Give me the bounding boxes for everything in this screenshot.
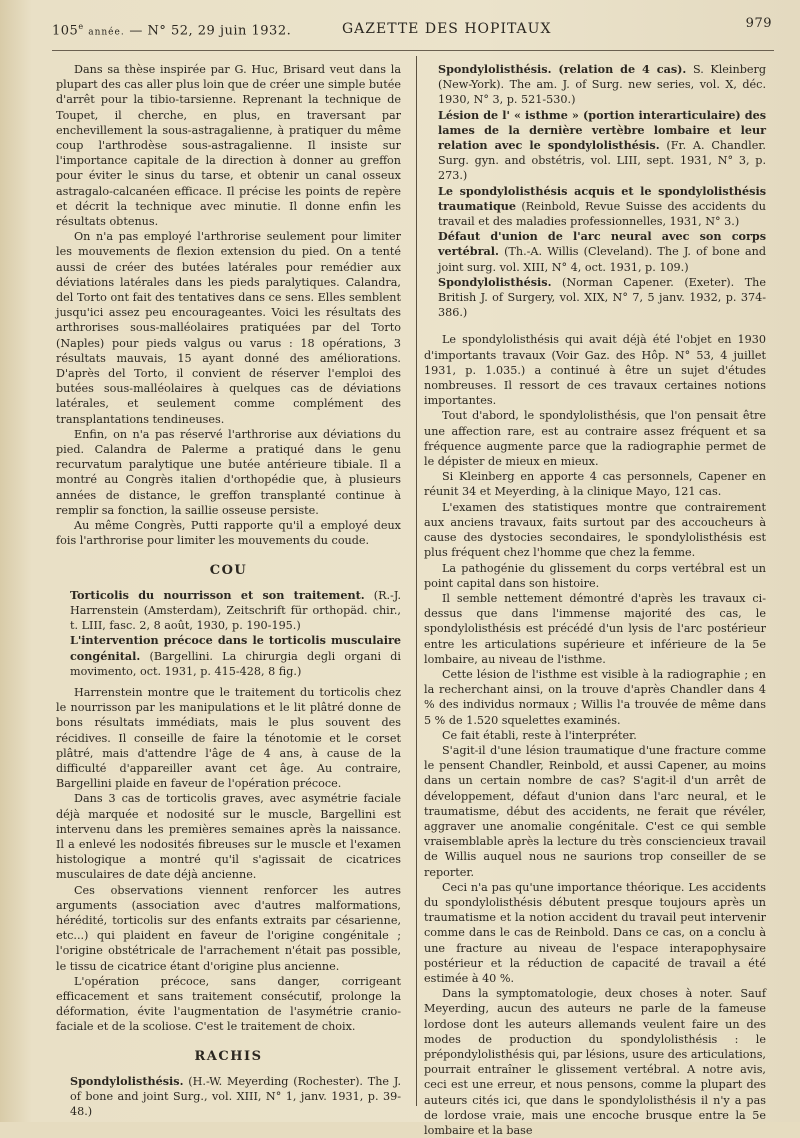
paragraph: Harrenstein montre que le traitement du torticolis chez le nourrisson par les manipulations et le lit plâtré donne de bons résultats immédiats, mais le plus souvent des récidives. Il conseille de faire la ténotomie et le corset plâtré, mais d'attendre l'âge de 4 ans, à cause de la difficulté d'appareiller avant cet âge. Au contraire, Bargellini plaide en faveur de l'opération précoce. [56, 685, 401, 791]
right-column [424, 62, 766, 1138]
reference [56, 633, 401, 679]
paragraph: Ceci n'a pas qu'une importance théorique. Les accidents du spondylolisthésis débutent presque toujours après un traumatisme et la notion accident du travail peut intervenir comme dans le cas de Reinbold. Dans ce cas, on a conclu à une fracture au niveau de l'espace interapophysaire postérieur et la réduction de capacité de travail a été estimée à 40 %. [424, 880, 766, 985]
reference-title: Le spondylolisthésis acquis et le spondylolisthésis traumatique [438, 183, 766, 213]
reference-source: (Fr. A. Chandler. Surg. gyn. and obstétris, vol. LIII, sept. 1931, N° 3, p. 273.) [438, 139, 766, 183]
reference-source: (H.-W. Meyerding (Rochester). The J. of bone and joint Surg., vol. XIII, N° 1, janv. 1931, p. 39-48.) [70, 1074, 401, 1119]
reference-source: (Reinbold, Revue Suisse des accidents du travail et des maladies professionnelles, 1931, N° 3.) [438, 199, 766, 229]
reference [424, 275, 766, 321]
paragraph: Dans 3 cas de torticolis graves, avec asymétrie faciale déjà marquée et nodosité sur le muscle, Bargellini est intervenu dans les premières semaines après la naissance. Il a enlevé les nodosités fibreuses sur le muscle et l'examen histologique a montré qu'il s'agissait de cicatrices musculaires de date déjà ancienne. [56, 792, 401, 882]
paragraph: Ces observations viennent renforcer les autres arguments (association avec d'autres malformations, hérédité, torticolis sur des enfants extraits par césarienne, etc...) qui plaident en faveur de l'origine congénitale ; l'origine obstétricale de l'arrachement n'était pas possible, le tissu de cicatrice étant d'origine plus ancienne. [56, 883, 401, 973]
page-number: 979 [745, 16, 772, 31]
paragraph: Au même Congrès, Putti rapporte qu'il a employé deux fois l'arthrorise pour limiter les mouvements du coude. [56, 519, 401, 548]
reference-title: Torticolis du nourrisson et son traitement. [70, 587, 365, 602]
header-rule [52, 50, 774, 51]
paragraph: On n'a pas employé l'arthrorise seulement pour limiter les mouvements de flexion extension du pied. On a tenté aussi de créer des butées latérales pour remédier aux déviations latérales dans les pieds paralytiques. Calandra, del Torto ont fait des tentatives dans ce sens. Elles semblent jusqu'ici assez peu encourageantes. Voici les résultats des arthrorises sous-malléolaires pratiquées par del Torto (Naples) pour pieds valgus ou varus : 18 opérations, 3 résultats mauvais, 15 ayant donné des améliorations. D'après del Torto, il convient de réserver l'emploi des butées sous-malléolaires à quelques cas de déviations latérales, et seulement comme complément des transplantations tendineuses. [56, 230, 401, 426]
reference-source: (Th.-A. Willis (Cleveland). The J. of bone and joint surg. vol. XIII, N° 4, oct. 1931, p. 109.) [438, 245, 767, 274]
issue-word: année. [88, 27, 125, 38]
paragraph: Le spondylolisthésis qui avait déjà été l'objet en 1930 d'importants travaux (Voir Gaz. des Hôp. N° 53, 4 juillet 1931, p. 1.035.) a continué à être un sujet d'études nombreuses. Il ressort de ces travaux certaines notions importantes. [424, 333, 766, 408]
section-title-cou: COU [209, 562, 248, 578]
paragraph: S'agit-il d'une lésion traumatique d'une fracture comme le pensent Chandler, Reinbold, et aussi Capener, au moins dans un certain nombre de cas? S'agit-il d'un arrêt de développement, défaut d'union dans l'arc neural, et le traumatisme, début des accidents, ne ferait que révéler, aggraver une anomalie congénitale. C'est ce qui semble vraisemblable après la lecture du très consciencieux travail de Willis auquel nous ne saurions trop conseiller de se reporter. [424, 743, 766, 879]
journal-title: GAZETTE DES HOPITAUX [342, 21, 552, 37]
reference [56, 588, 401, 634]
paragraph: Ce fait établi, reste à l'interpréter. [442, 728, 637, 742]
reference [424, 229, 766, 275]
paragraph: La pathogénie du glissement du corps vertébral est un point capital dans son histoire. [424, 561, 766, 590]
reference-source: S. Kleinberg (New-York). The am. J. of Surg. new series, vol. X, déc. 1930, N° 3, p. 521-530.) [438, 63, 766, 107]
issue-number: 105 [52, 23, 79, 39]
paragraph: Dans la symptomatologie, deux choses à noter. Sauf Meyerding, aucun des auteurs ne parle de la fameuse lordose dont les auteurs allemands veulent faire un des modes de production du spondylolisthésis : le prépondylolisthésis qui, par lésions, usure des articulations, pourrait entraîner le glissement vertébral. A notre avis, ceci est une erreur, et nous pensons, comme la plupart des auteurs cités ici, que dans le spondylolisthésis il n'y a pas de lordose vraie, mais une encoche brusque entre la 5e lombaire et la base [424, 987, 766, 1138]
reference [424, 62, 766, 108]
section-title-rachis: RACHIS [194, 1048, 263, 1064]
issue-date: — N° 52, 29 juin 1932. [129, 23, 292, 39]
reference-source: (Bargellini. La chirurgia degli organi di movimento, oct. 1931, p. 415-428, 8 fig.) [70, 649, 401, 678]
paragraph: Si Kleinberg en apporte 4 cas personnels, Capener en réunit 34 et Meyerding, à la clinique Mayo, 121 cas. [424, 470, 766, 499]
paragraph: Enfin, on n'a pas réservé l'arthrorise aux déviations du pied. Calandra de Palerme a pratiqué dans le genu recurvatum paralytique une butée antérieure tibiale. Il a montré au Congrès italien d'orthopédie que, à plusieurs années de distance, le greffon transplanté continue à remplir sa fonction, la saillie osseuse persiste. [56, 427, 401, 517]
paragraph: L'examen des statistiques montre que contrairement aux anciens travaux, faits surtout par des accoucheurs à cause des dystocies secondaires, le spondylolisthésis est plus fréquent chez l'homme que chez la femme. [424, 500, 766, 560]
reference-title: Spondylolisthésis. [70, 1073, 184, 1088]
reference [424, 184, 766, 230]
left-column [56, 62, 401, 1119]
paragraph: Dans sa thèse inspirée par G. Huc, Brisard veut dans la plupart des cas aller plus loin que de créer une simple butée d'arrêt pour la tibio-tarsienne. Reprenant la technique de Toupet, il cherche, en plus, en traversant par enchevillement la sous-astragalienne, à pratiquer du même coup l'arthrodèse sous-astragalienne. Il insiste sur l'importance capitale de la direction à donner au greffon pour éviter le sinus du tarse, et obtenir un canal osseux astragalo-calcanéen efficace. Il précise les points de repère et décrit la technique avec minutie. Il donne enfin les résultats obtenus. [56, 63, 401, 229]
reference-source: (R.-J. Harrenstein (Amsterdam), Zeitschrift für orthopäd. chir., t. LIII, fasc. 2, 8 août, 1930, p. 190-195.) [70, 588, 401, 633]
paragraph: Cette lésion de l'isthme est visible à la radiographie ; en la recherchant ainsi, on la trouve d'après Chandler dans 4 % des individus normaux ; Willis l'a trouvée de même dans 5 % de 1.520 squelettes examinés. [424, 667, 766, 727]
reference-title: L'intervention précoce dans le torticolis musculaire congénital. [70, 633, 401, 663]
paragraph: L'opération précoce, sans danger, corrigeant efficacement et sans traitement consécutif, prolonge la déformation, évite l'augmentation de l'asymétrie cranio-faciale et de la scoliose. C'est le traitement de choix. [56, 974, 401, 1034]
reference-title: Spondylolisthésis. [438, 274, 552, 289]
paragraph: Il semble nettement démontré d'après les travaux ci-dessus que dans l'immense majorité des cas, le spondylolisthésis est précédé d'un lysis de l'arc postérieur entre les articulations supérieure et inférieure de la 5e lombaire, au niveau de l'isthme. [424, 591, 766, 666]
reference [56, 1074, 401, 1120]
page-header [52, 12, 772, 42]
reference-source: (Norman Capener. (Exeter). The British J. of Surgery, vol. XIX, N° 7, 5 janv. 1932, p. 374-386.) [438, 275, 766, 320]
reference-title: Spondylolisthésis. (relation de 4 cas). [438, 62, 687, 76]
issue-line [52, 22, 291, 38]
paragraph: Tout d'abord, le spondylolisthésis, que l'on pensait être une affection rare, est au contraire assez fréquent et sa fréquence augmente parce que la radiographie permet de le dépister de mieux en mieux. [424, 409, 766, 469]
reference-title: Défaut d'union de l'arc neural avec son corps vertébral. [438, 229, 766, 259]
column-divider [416, 56, 417, 1106]
reference [424, 108, 766, 184]
reference-title: Lésion de l' « isthme » (portion interarticulaire) des lames de la dernière vertèbre lombaire et leur relation avec le spondylolisthésis. [438, 107, 766, 153]
issue-number-sup: e [78, 22, 84, 31]
